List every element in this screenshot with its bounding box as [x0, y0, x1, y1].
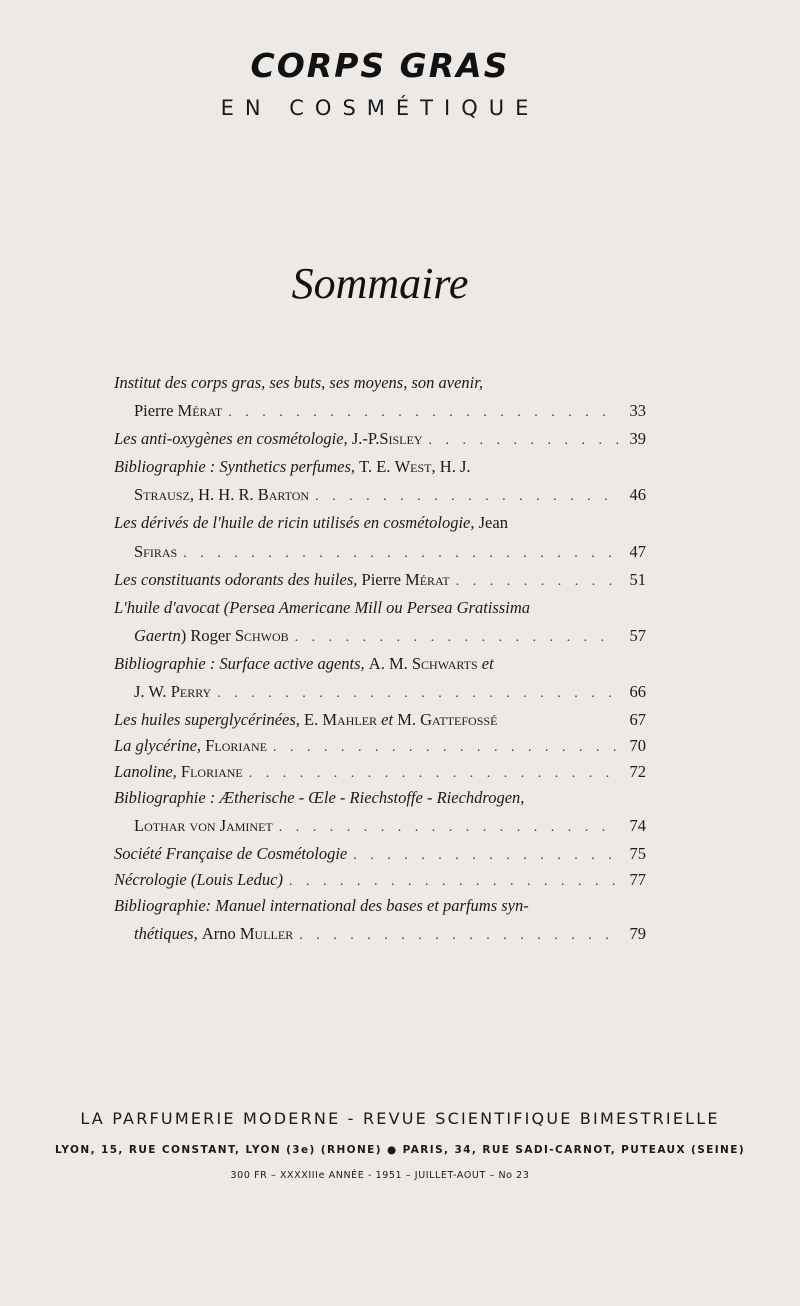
toc-page-number: 33: [629, 401, 646, 420]
toc-entry-line: [114, 736, 646, 760]
toc-text-run: T. E.: [359, 457, 395, 476]
toc-text-run: Les constituants odorants des huiles,: [114, 570, 362, 589]
toc-text-run: , H. H. R.: [189, 485, 258, 504]
toc-text-run: Sfiras: [134, 542, 178, 561]
toc-text-run: Société Française de Cosmétologie: [114, 844, 348, 863]
journal-subtitle: EN COSMÉTIQUE: [220, 96, 540, 120]
toc-page-number: 70: [629, 736, 646, 755]
toc-text-run: Perry: [170, 682, 212, 701]
dot-leader: [279, 820, 618, 836]
toc-text-run: A. M.: [368, 654, 412, 673]
dot-leader: [429, 433, 618, 449]
toc-entry-text: [114, 654, 494, 674]
toc-text-run: Pierre: [361, 570, 406, 589]
footer-addresses: LYON, 15, RUE CONSTANT, LYON (3e) (RHONE) ● PARIS, 34, RUE SADI-CARNOT, PUTEAUX (SEINE): [54, 1144, 746, 1156]
toc-entry-text: [114, 896, 529, 916]
toc-text-run: Jean: [478, 513, 508, 532]
toc-text-run: La glycérine,: [114, 736, 206, 755]
toc-page-number: 74: [629, 816, 646, 835]
toc-text-run: Schwob: [234, 626, 289, 645]
toc-entry-line: [114, 401, 646, 425]
dot-leader: [289, 874, 618, 890]
toc-entry-text: [114, 598, 530, 618]
toc-text-run: Bibliographie: Manuel international des bases et parfums syn-: [114, 896, 529, 915]
toc-page-number: 51: [629, 570, 646, 589]
toc-text-run: Institut des corps gras, ses buts, ses moyens, son avenir,: [114, 373, 483, 392]
toc-text-run: Schwarts: [411, 654, 478, 673]
toc-text-run: Les dérivés de l'huile de ricin utilisés en cosmétologie,: [114, 513, 479, 532]
toc-text-run: J.-P.: [351, 429, 380, 448]
toc-entry-text: [114, 816, 273, 836]
toc-text-run: J. W.: [134, 682, 171, 701]
toc-text-run: West: [394, 457, 432, 476]
toc-entry-text: [114, 570, 450, 590]
toc-entry-line: [114, 373, 646, 397]
toc-text-run: Lothar von Jaminet: [134, 816, 273, 835]
toc-entry-line: [114, 870, 646, 894]
toc-page-number: 67: [629, 710, 646, 729]
toc-text-run: Gattefossé: [420, 710, 498, 729]
toc-text-run: Bibliographie : Ætherische - Œle - Riechstoffe - Riechdrogen,: [114, 788, 525, 807]
toc-text-run: ) Roger: [180, 626, 235, 645]
toc-entry-text: [114, 870, 283, 890]
toc-text-run: Les huiles superglycérinées,: [114, 710, 305, 729]
toc-entry-line: [114, 429, 646, 453]
toc-entry-text: [114, 736, 267, 756]
dot-leader: [228, 405, 618, 421]
toc-text-run: Arno: [201, 924, 240, 943]
toc-entry-line: [114, 457, 646, 481]
toc-page-number: 57: [629, 626, 646, 645]
toc-entry-text: [114, 762, 243, 782]
dot-leader: [456, 574, 618, 590]
toc-entry-line: [114, 710, 646, 734]
toc-text-run: Gaertn: [134, 626, 181, 645]
toc-entry-line: [114, 598, 646, 622]
toc-text-run: Bibliographie : Surface active agents,: [114, 654, 369, 673]
toc-page-number: 39: [629, 429, 646, 448]
dot-leader: [315, 489, 618, 505]
toc-entry-text: [114, 682, 211, 702]
toc-text-run: Pierre: [134, 401, 178, 420]
toc-text-run: Mahler: [322, 710, 378, 729]
toc-text-run: , H. J.: [431, 457, 471, 476]
toc-text-run: L'huile d'avocat (Persea Americane Mill ou Persea Gratissima: [114, 598, 530, 617]
footer-issue-info: 300 FR – XXXXIIIe ANNÉE - 1951 – JUILLET-AOUT – No 23: [230, 1170, 530, 1181]
journal-title: CORPS GRAS: [250, 46, 510, 85]
toc-text-run: Les anti-oxygènes en cosmétologie,: [114, 429, 352, 448]
toc-page-number: 66: [629, 682, 646, 701]
toc-page-number: 72: [629, 762, 646, 781]
toc-entry-line: [114, 626, 646, 650]
toc-text-run: et: [377, 710, 398, 729]
toc-entry-line: [114, 542, 646, 566]
dot-leader: [273, 740, 618, 756]
dot-leader: [183, 546, 618, 562]
toc-entry-line: [114, 762, 646, 786]
toc-page-number: 46: [629, 485, 646, 504]
toc-entry-line: [114, 844, 646, 868]
page-heading: Sommaire: [291, 259, 469, 308]
toc-text-run: Barton: [257, 485, 310, 504]
toc-entry-line: [114, 654, 646, 678]
toc-entry-text: [114, 844, 347, 864]
toc-text-run: E.: [304, 710, 323, 729]
toc-text-run: M.: [397, 710, 421, 729]
dot-leader: [249, 766, 618, 782]
toc-text-run: Sisley: [379, 429, 423, 448]
toc-text-run: Lanoline,: [114, 762, 181, 781]
toc-entry-line: [114, 788, 646, 812]
toc-page-number: 77: [629, 870, 646, 889]
toc-text-run: Muller: [239, 924, 294, 943]
toc-entry-text: [114, 788, 524, 808]
toc-entry-line: [114, 924, 646, 948]
toc-text-run: Mérat: [405, 570, 450, 589]
toc-text-run: Bibliographie : Synthetics perfumes,: [114, 457, 360, 476]
toc-text-run: Strausz: [134, 485, 190, 504]
toc-entry-text: [114, 626, 289, 646]
toc-entry-text: [114, 401, 222, 421]
toc-entry-text: [114, 429, 423, 449]
toc-entry-line: [114, 570, 646, 594]
toc-entry-line: [114, 485, 646, 509]
toc-text-run: Mérat: [177, 401, 223, 420]
toc-entry-text: [114, 485, 309, 505]
toc-entry-text: [114, 513, 508, 533]
toc-text-run: thétiques,: [134, 924, 202, 943]
toc-entry-text: [114, 924, 293, 944]
toc-entry-text: [114, 542, 177, 562]
toc-text-run: et: [477, 654, 494, 673]
toc-entry-line: [114, 896, 646, 920]
toc-entry-line: [114, 513, 646, 537]
dot-leader: [295, 630, 618, 646]
toc-text-run: Nécrologie (Louis Leduc): [114, 870, 283, 889]
toc-text-run: Floriane: [180, 762, 243, 781]
dot-leader: [217, 686, 618, 702]
toc-entry-text: [114, 373, 483, 393]
toc-entry-line: [114, 682, 646, 706]
dot-leader: [353, 848, 618, 864]
toc-page-number: 47: [629, 542, 646, 561]
toc-entry-text: [114, 457, 471, 477]
toc-page-number: 75: [629, 844, 646, 863]
footer-publication: LA PARFUMERIE MODERNE - REVUE SCIENTIFIQUE BIMESTRIELLE: [80, 1109, 720, 1128]
toc-entry-line: [114, 816, 646, 840]
toc-text-run: Floriane: [205, 736, 268, 755]
toc-page-number: 79: [629, 924, 646, 943]
dot-leader: [299, 928, 618, 944]
toc-entry-text: [114, 710, 497, 730]
